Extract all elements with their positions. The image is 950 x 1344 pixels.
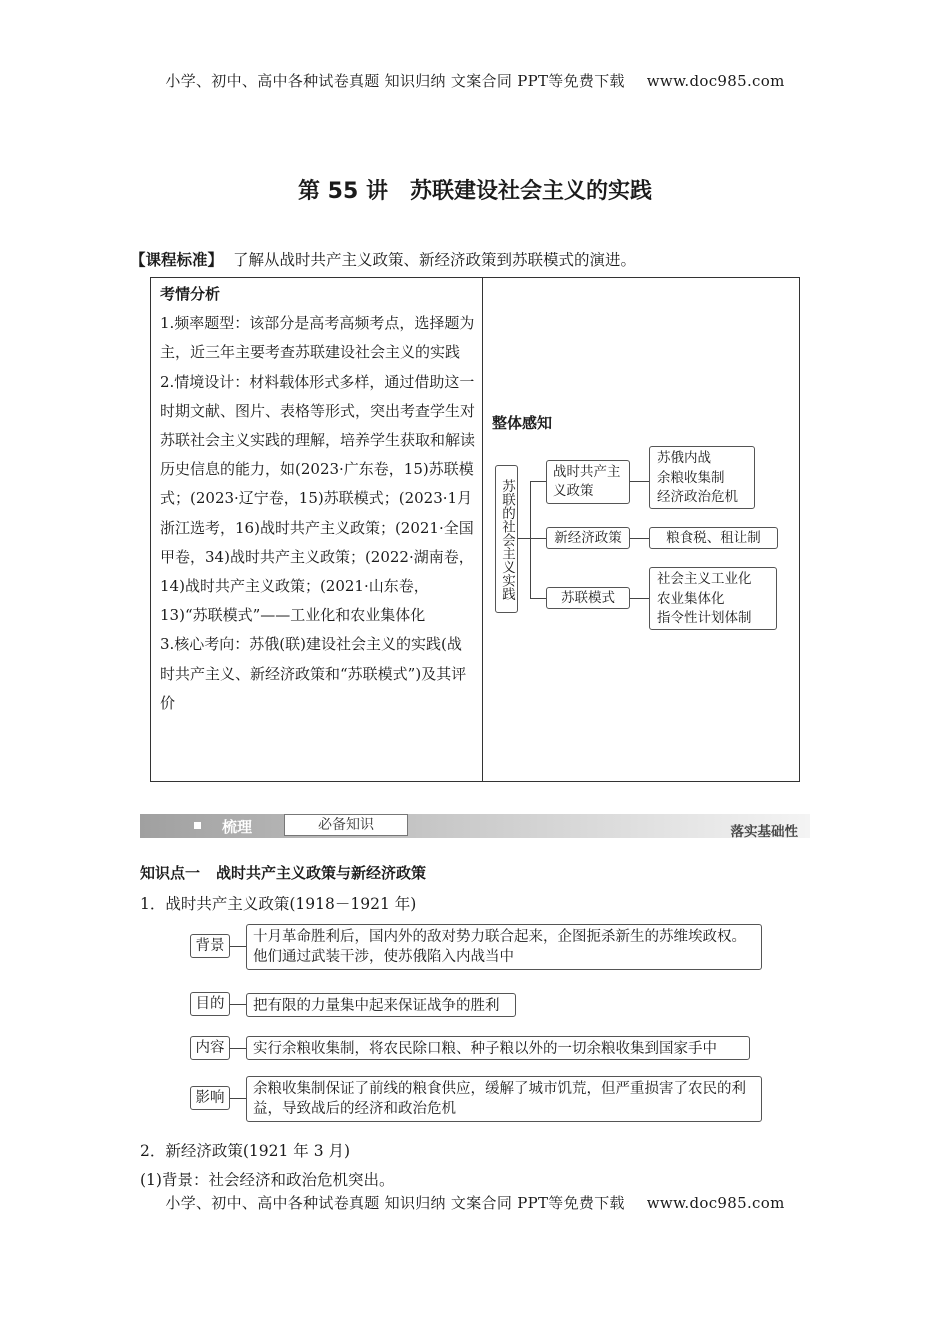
lecture-number: 第 55 讲 [298, 179, 388, 204]
table-divider [482, 278, 483, 781]
page-header [0, 70, 950, 91]
branch-nep: 新经济政策 [546, 527, 630, 549]
leaf-item: 苏俄内战 [657, 450, 711, 466]
page-title [0, 174, 950, 205]
band-label-knowledge: 必备知识 [284, 814, 408, 836]
footer-text: 小学、初中、高中各种试卷真题 知识归纳 文案合同 PPT等免费下载 [165, 1194, 625, 1212]
course-standard [130, 248, 636, 270]
exam-analysis-heading: 考情分析 [160, 285, 221, 303]
course-standard-text: 了解从战时共产主义政策、新经济政策到苏联模式的演进。 [233, 251, 637, 269]
row-text-purpose: 把有限的力量集中起来保证战争的胜利 [246, 993, 516, 1017]
header-site[interactable]: www.doc985.com [646, 72, 785, 90]
branch-war-communism: 战时共产主义政策 [546, 460, 630, 504]
exam-analysis [160, 280, 476, 718]
diagram-root: 苏联的社会主义实践 [495, 465, 518, 613]
leaf-connector-1 [630, 481, 649, 482]
page-footer [0, 1192, 950, 1213]
band-label-foundation: 落实基础性 [730, 824, 798, 840]
row-connector [230, 1004, 246, 1005]
row-tag-purpose: 目的 [190, 992, 230, 1016]
row-connector [230, 1048, 246, 1049]
footer-site[interactable]: www.doc985.com [646, 1194, 785, 1212]
leaf-item: 余粮收集制 [657, 469, 725, 486]
section-1-heading: 1．战时共产主义政策(1918－1921 年) [140, 895, 417, 913]
leaf-item: 社会主义工业化 [657, 571, 752, 587]
leaf-group-nep [649, 527, 778, 549]
knowledge-point-number: 知识点一 [140, 864, 201, 882]
row-tag-content: 内容 [190, 1036, 230, 1060]
branch-soviet-model: 苏联模式 [546, 587, 630, 609]
analysis-item-1: 1.频率题型：该部分是高考高频考点，选择题为主，近三年主要考查苏联建设社会主义的实践 [160, 314, 475, 362]
row-connector [230, 946, 246, 947]
branch-connector-1 [530, 481, 546, 482]
analysis-item-2: 2.情境设计：材料载体形式多样，通过借助这一时期文献、图片、表格等形式，突出考查学生对苏联社会主义实践的理解，培养学生获取和解读历史信息的能力，如(2023·广东卷，15)苏联模式；(2023·辽宁卷，15)苏联模式；(2023·1月浙江选考，16)战时共产主义政策；(2021·全国甲卷，34)战时共产主义政策；(2022·湖南卷，14)战时共产主义政策；(2021·山东卷，13)“苏联模式”——工业化和农业集体化 [160, 372, 476, 625]
course-standard-tag: 【课程标准】 [130, 251, 224, 269]
lecture-title: 苏联建设社会主义的实践 [409, 179, 652, 204]
leaf-item: 指令性计划体制 [657, 610, 752, 626]
section-2-heading: 2．新经济政策(1921 年 3 月) [140, 1142, 351, 1160]
branch-connector-3 [530, 598, 546, 599]
section-band [140, 814, 810, 838]
overview-title: 整体感知 [492, 414, 553, 432]
band-square-icon [194, 822, 201, 829]
header-text: 小学、初中、高中各种试卷真题 知识归纳 文案合同 PPT等免费下载 [165, 72, 625, 90]
knowledge-point-title: 战时共产主义政策与新经济政策 [216, 864, 427, 882]
row-tag-background: 背景 [190, 934, 230, 958]
leaf-item: 农业集体化 [657, 590, 725, 607]
leaf-group-soviet-model [649, 567, 777, 630]
row-connector [230, 1098, 246, 1099]
leaf-connector-3 [630, 598, 649, 599]
band-label-sort: 梳理 [222, 818, 253, 836]
leaf-item: 经济政治危机 [657, 489, 738, 505]
leaf-item: 粮食税、租让制 [666, 530, 761, 546]
root-connector [518, 538, 530, 539]
row-tag-impact: 影响 [190, 1086, 230, 1110]
analysis-item-3: 3.核心考向：苏俄(联)建设社会主义的实践(战时共产主义、新经济政策和“苏联模式”)及其评价 [160, 635, 467, 712]
section-3-text: (1)背景：社会经济和政治危机突出。 [140, 1171, 395, 1189]
leaf-group-war-communism [649, 446, 755, 509]
row-text-impact: 余粮收集制保证了前线的粮食供应，缓解了城市饥荒，但严重损害了农民的利益，导致战后的经济和政治危机 [246, 1076, 762, 1122]
knowledge-point-heading [140, 862, 426, 883]
branch-spine [530, 481, 531, 598]
row-text-content: 实行余粮收集制，将农民除口粮、种子粮以外的一切余粮收集到国家手中 [246, 1036, 750, 1060]
leaf-connector-2 [630, 538, 649, 539]
branch-connector-2 [530, 538, 546, 539]
row-text-background: 十月革命胜利后，国内外的敌对势力联合起来，企图扼杀新生的苏维埃政权。他们通过武装干涉，使苏俄陷入内战当中 [246, 924, 762, 970]
